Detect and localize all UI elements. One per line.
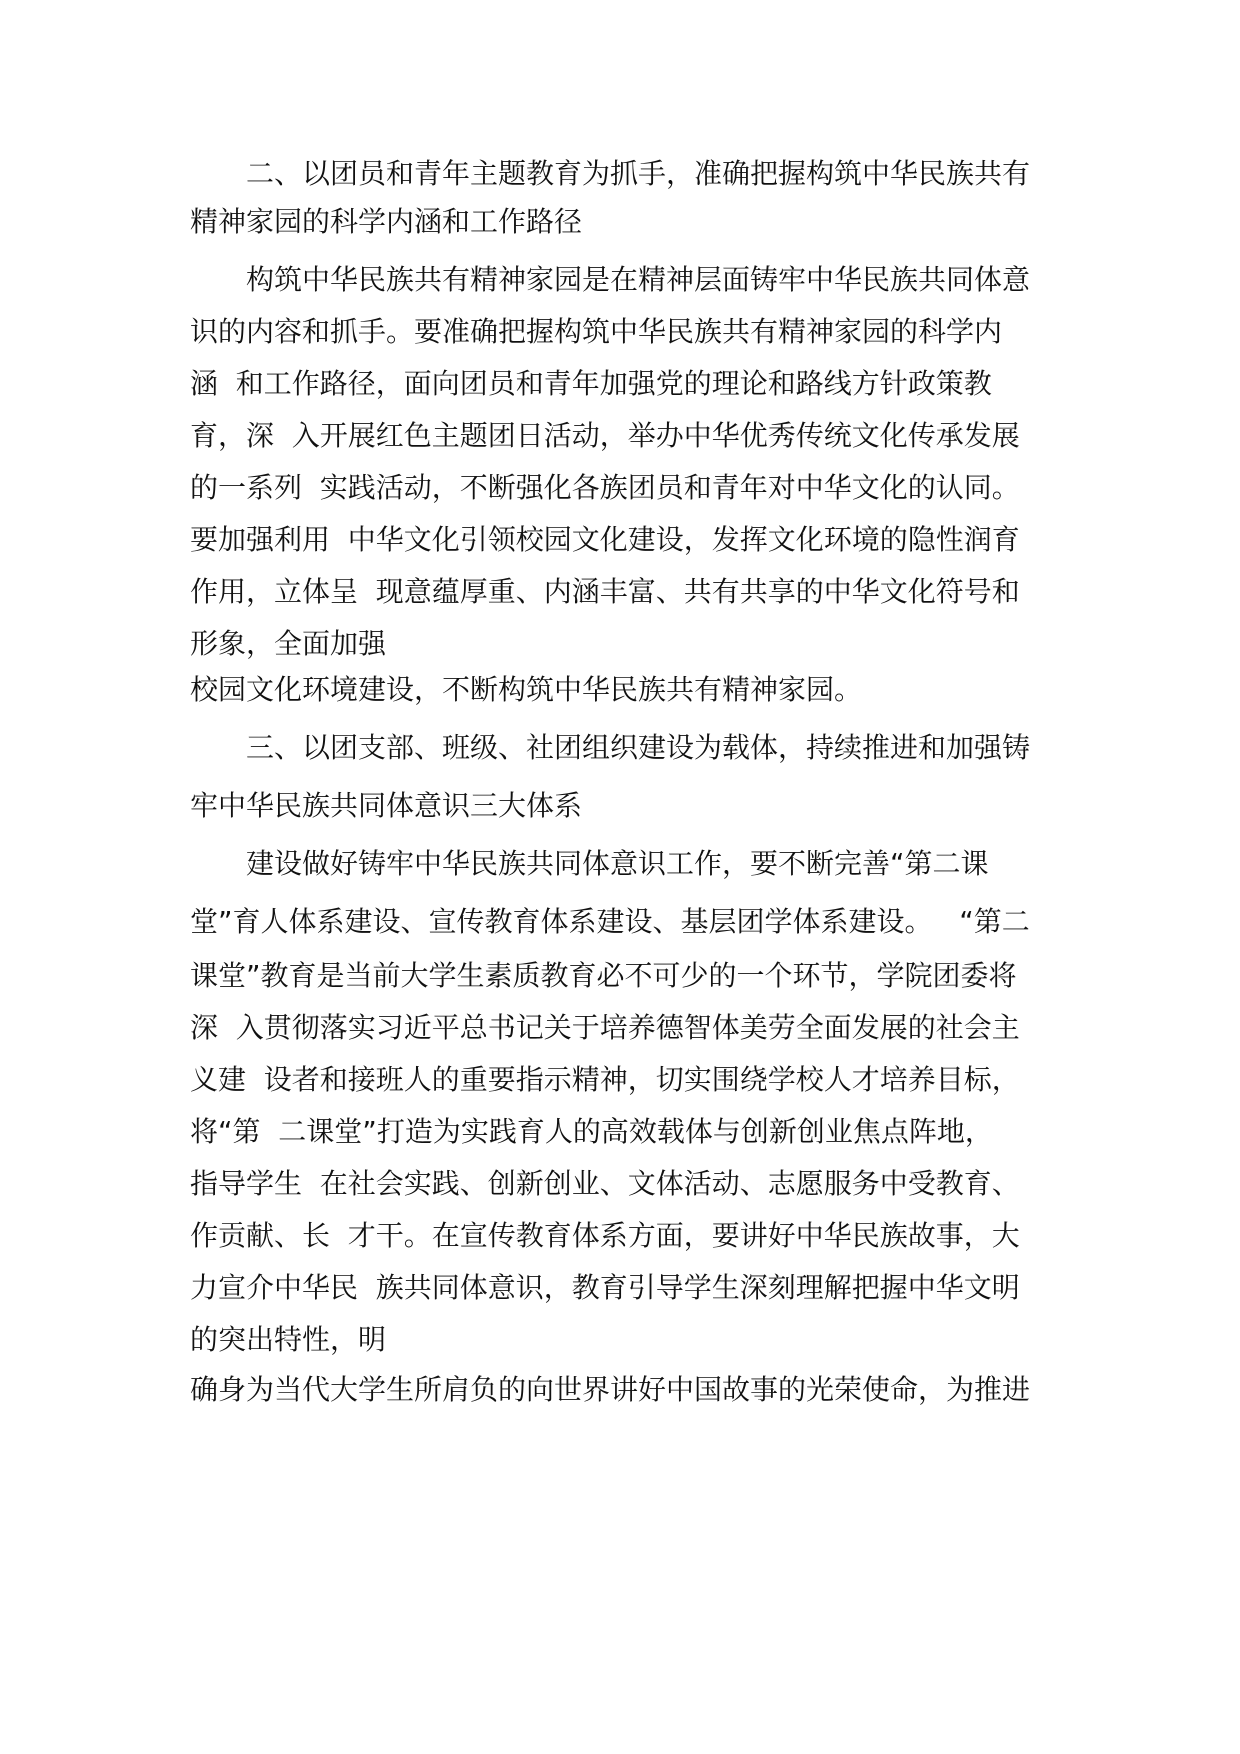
paragraph-line: 指导学生 在社会实践、创新创业、文体活动、志愿服务中受教育、 (190, 1167, 1020, 1200)
paragraph-line: 确身为当代大学生所肩负的向世界讲好中国故事的光荣使命，为推进 (190, 1373, 1031, 1406)
paragraph-line: 识的内容和抓手。要准确把握构筑中华民族共有精神家园的科学内 (190, 315, 1003, 348)
paragraph-line: 将“第 二课堂”打造为实践育人的高效载体与创新创业焦点阵地， (190, 1115, 993, 1148)
paragraph-line: 涵 和工作路径，面向团员和青年加强党的理论和路线方针政策教 (190, 367, 992, 400)
paragraph-line: 要加强利用 中华文化引领校园文化建设，发挥文化环境的隐性润育 (190, 523, 1020, 556)
paragraph-line: 的一系列 实践活动，不断强化各族团员和青年对中华文化的认同。 (190, 471, 1020, 504)
paragraph-line: 育，深 入开展红色主题团日活动，举办中华优秀传统文化传承发展 (190, 419, 1020, 452)
section-heading-3-line-2: 牢中华民族共同体意识三大体系 (190, 789, 583, 822)
section-heading-2-line-1: 二、以团员和青年主题教育为抓手，准确把握构筑中华民族共有 (246, 157, 1031, 190)
paragraph-line: 力宣介中华民 族共同体意识，教育引导学生深刻理解把握中华文明 (190, 1271, 1020, 1304)
paragraph-line: 作贡献、长 才干。在宣传教育体系方面，要讲好中华民族故事，大 (190, 1219, 1020, 1252)
paragraph-line: 形象，全面加强 (190, 627, 387, 660)
paragraph-line: 的突出特性，明 (190, 1323, 387, 1356)
paragraph-line: 作用，立体呈 现意蕴厚重、内涵丰富、共有共享的中华文化符号和 (190, 575, 1020, 608)
paragraph-line: 义建 设者和接班人的重要指示精神，切实围绕学校人才培养目标， (190, 1063, 1020, 1096)
paragraph-line: 建设做好铸牢中华民族共同体意识工作，要不断完善“第二课 (246, 847, 989, 880)
paragraph-line: 校园文化环境建设，不断构筑中华民族共有精神家园。 (190, 673, 863, 706)
paragraph-line: 深 入贯彻落实习近平总书记关于培养德智体美劳全面发展的社会主 (190, 1011, 1020, 1044)
section-heading-3-line-1: 三、以团支部、班级、社团组织建设为载体，持续推进和加强铸 (246, 731, 1031, 764)
paragraph-line: 构筑中华民族共有精神家园是在精神层面铸牢中华民族共同体意 (246, 263, 1031, 296)
section-heading-2-line-2: 精神家园的科学内涵和工作路径 (190, 205, 583, 238)
paragraph-line: 课堂”教育是当前大学生素质教育必不可少的一个环节，学院团委将 (190, 959, 1017, 992)
paragraph-line: 堂”育人体系建设、宣传教育体系建设、基层团学体系建设。 “第二 (190, 905, 1030, 938)
